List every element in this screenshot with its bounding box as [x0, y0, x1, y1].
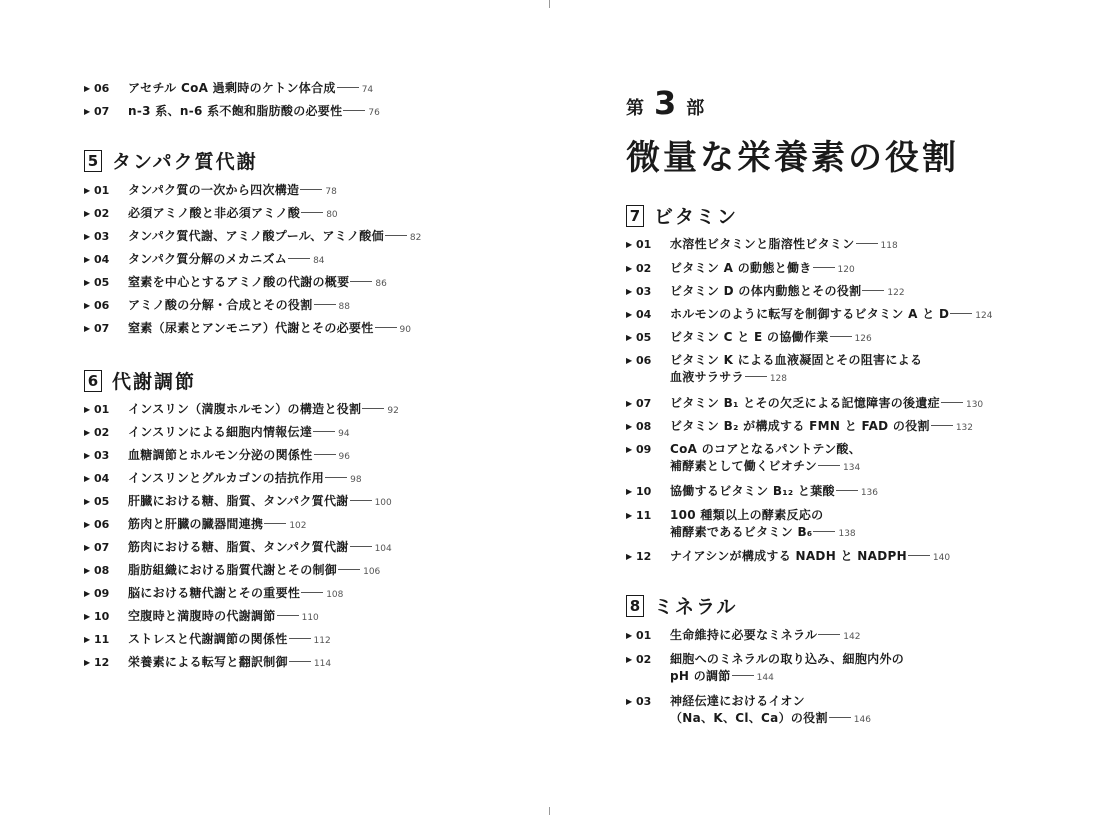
section-heading: [626, 592, 737, 619]
toc-entry[interactable]: ▶ 12 栄養素による転写と翻訳制御 114: [84, 655, 332, 669]
arrow-icon: ▶: [626, 333, 633, 342]
section-title: タンパク質代謝: [112, 151, 258, 173]
section-title: ミネラル: [654, 596, 738, 618]
toc-entry[interactable]: ▶ 02 細胞へのミネラルの取り込み、細胞内外の pH の調節 144: [626, 652, 905, 683]
arrow-icon: ▶: [626, 422, 633, 431]
entry-title: 脳における糖代謝とその重要性: [128, 586, 301, 600]
arrow-icon: ▶: [84, 255, 91, 264]
entry-title: タンパク質代謝、アミノ酸プール、アミノ酸価: [128, 229, 384, 243]
entry-title: インスリンによる細胞内情報伝達: [128, 425, 313, 439]
entry-title-line2: pH の調節: [670, 669, 731, 683]
entry-title-line2: 血液サラサラ: [670, 370, 744, 384]
page-number: 112: [313, 636, 331, 646]
entry-title: CoA のコアとなるパントテン酸、: [670, 442, 862, 456]
arrow-icon: ▶: [626, 399, 633, 408]
entry-title: ビタミン D の体内動態とその役割: [670, 284, 862, 298]
page-number: 94: [338, 429, 350, 439]
page-number: 100: [374, 498, 392, 508]
arrow-icon: ▶: [84, 566, 91, 575]
entry-title: 血糖調節とホルモン分泌の関係性: [128, 448, 313, 462]
entry-title: タンパク質の一次から四次構造: [128, 183, 300, 197]
toc-entry[interactable]: ▶ 03 ビタミン D の体内動態とその役割 122: [626, 284, 905, 298]
toc-entry[interactable]: ▶ 06 ビタミン K による血液凝固とその阻害による 血液サラサラ 128: [626, 353, 923, 384]
toc-entry[interactable]: ▶ 10 空腹時と満腹時の代謝調節 110: [84, 609, 319, 623]
arrow-icon: ▶: [84, 474, 91, 483]
arrow-icon: ▶: [84, 497, 91, 506]
part-number: 3: [654, 84, 677, 122]
arrow-icon: ▶: [626, 697, 633, 706]
entry-title: ビタミン B₂ が構成する FMN と FAD の役割: [670, 419, 930, 433]
arrow-icon: ▶: [84, 451, 91, 460]
page-number: 86: [375, 279, 387, 289]
page-number: 90: [399, 325, 411, 335]
page-number: 142: [843, 632, 861, 642]
arrow-icon: ▶: [84, 635, 91, 644]
toc-entry[interactable]: ▶ 05 窒素を中心とするアミノ酸の代謝の概要 86: [84, 275, 387, 289]
arrow-icon: ▶: [626, 487, 633, 496]
page-number: 104: [374, 544, 392, 554]
page-number: 146: [853, 715, 871, 725]
toc-entry[interactable]: ▶ 07 筋肉における糖、脂質、タンパク質代謝 104: [84, 540, 392, 554]
toc-entry[interactable]: ▶ 02 必須アミノ酸と非必須アミノ酸 80: [84, 206, 338, 220]
page-number: 126: [854, 334, 872, 344]
entry-title: タンパク質分解のメカニズム: [128, 252, 288, 266]
page-number: 114: [313, 659, 332, 669]
toc-entry[interactable]: ▶ 09 脳における糖代謝とその重要性 108: [84, 586, 344, 600]
arrow-icon: ▶: [84, 84, 91, 93]
entry-title: 脂肪組織における脂質代謝とその制御: [128, 563, 338, 577]
section-title: 代謝調節: [112, 371, 197, 393]
toc-entry[interactable]: ▶ 12 ナイアシンが構成する NADH と NADPH 140: [626, 549, 951, 563]
page-number: 138: [838, 529, 856, 539]
entry-title: 必須アミノ酸と非必須アミノ酸: [128, 206, 301, 220]
arrow-icon: ▶: [626, 552, 633, 561]
entry-title: 100 種類以上の酵素反応の: [670, 508, 824, 522]
arrow-icon: ▶: [84, 520, 91, 529]
toc-entry[interactable]: ▶ 06 アミノ酸の分解・合成とその役割 88: [84, 298, 350, 312]
arrow-icon: ▶: [84, 278, 91, 287]
crop-mark: [549, 0, 550, 8]
page-number: 110: [301, 613, 319, 623]
page-number: 144: [756, 673, 774, 683]
entry-title-line2: 補酵素として働くビオチン: [670, 459, 818, 473]
toc-entry[interactable]: ▶ 03 タンパク質代謝、アミノ酸プール、アミノ酸価 82: [84, 229, 422, 243]
entry-title: 窒素を中心とするアミノ酸の代謝の概要: [128, 275, 350, 289]
entry-title: 生命維持に必要なミネラル: [670, 628, 818, 642]
entry-title: ビタミン A の動態と働き: [670, 261, 812, 275]
crop-mark: [549, 807, 550, 815]
entry-title: ストレスと代謝調節の関係性: [128, 632, 288, 646]
page-number: 132: [955, 423, 974, 433]
toc-entry[interactable]: ▶ 11 100 種類以上の酵素反応の 補酵素であるビタミン B₆ 138: [626, 508, 856, 539]
page-number: 102: [289, 521, 307, 531]
entry-title: 窒素（尿素とアンモニア）代謝とその必要性: [128, 321, 374, 335]
toc-entry[interactable]: ▶ 05 肝臓における糖、脂質、タンパク質代謝 100: [84, 494, 392, 508]
page-number: 122: [887, 288, 905, 298]
arrow-icon: ▶: [626, 511, 633, 520]
entry-title: アセチル CoA 過剰時のケトン体合成: [128, 81, 336, 95]
arrow-icon: ▶: [626, 310, 633, 319]
page-number: 106: [363, 567, 381, 577]
arrow-icon: ▶: [626, 655, 633, 664]
arrow-icon: ▶: [84, 405, 91, 414]
part-label: 第 3 部: [626, 84, 705, 122]
section-number: 8: [626, 595, 644, 617]
toc-entry[interactable]: ▶ 09 CoA のコアとなるパントテン酸、 補酵素として働くビオチン 134: [626, 442, 862, 473]
toc-entry[interactable]: ▶ 07 n-3 系、n-6 系不飽和脂肪酸の必要性 76: [84, 104, 380, 118]
page-number: 128: [769, 374, 787, 384]
entry-title: 肝臓における糖、脂質、タンパク質代謝: [128, 494, 349, 508]
page-number: 140: [932, 553, 951, 563]
section-heading: [84, 367, 196, 394]
entry-title: n-3 系、n-6 系不飽和脂肪酸の必要性: [128, 104, 343, 118]
toc-entry[interactable]: ▶ 04 ホルモンのように転写を制御するビタミン A と D 124: [626, 307, 993, 321]
arrow-icon: ▶: [84, 107, 91, 116]
entry-title: 細胞へのミネラルの取り込み、細胞内外の: [670, 652, 905, 666]
entry-title: 水溶性ビタミンと脂溶性ビタミン: [670, 237, 855, 251]
entry-title: 空腹時と満腹時の代謝調節: [128, 609, 276, 623]
toc-entry[interactable]: ▶ 02 インスリンによる細胞内情報伝達 94: [84, 425, 350, 439]
section-heading: [626, 202, 738, 229]
toc-entry[interactable]: ▶ 01 水溶性ビタミンと脂溶性ビタミン 118: [626, 237, 898, 251]
arrow-icon: ▶: [626, 356, 633, 365]
entry-title: アミノ酸の分解・合成とその役割: [128, 298, 313, 312]
arrow-icon: ▶: [84, 232, 91, 241]
section-number: 7: [626, 205, 644, 227]
toc-entry[interactable]: ▶ 08 脂肪組織における脂質代謝とその制御 106: [84, 563, 381, 577]
entry-title: 筋肉における糖、脂質、タンパク質代謝: [128, 540, 349, 554]
page-number: 124: [975, 311, 993, 321]
toc-entry[interactable]: ▶ 02 ビタミン A の動態と働き 120: [626, 261, 855, 275]
page-number: 80: [326, 210, 338, 220]
arrow-icon: ▶: [626, 264, 633, 273]
part-title: 微量な栄養素の役割: [626, 138, 959, 178]
arrow-icon: ▶: [84, 301, 91, 310]
toc-entry[interactable]: ▶ 01 タンパク質の一次から四次構造 78: [84, 183, 337, 197]
entry-title: ナイアシンが構成する NADH と NADPH: [670, 549, 907, 563]
entry-title-line2: （Na、K、Cl、Ca）の役割: [670, 711, 828, 725]
page-number: 84: [313, 256, 325, 266]
arrow-icon: ▶: [84, 612, 91, 621]
page-number: 98: [350, 475, 362, 485]
page-number: 92: [387, 406, 399, 416]
toc-entry[interactable]: ▶ 06 アセチル CoA 過剰時のケトン体合成 74: [84, 81, 374, 95]
page-number: 120: [837, 265, 855, 275]
page-number: 82: [409, 233, 422, 243]
entry-title: インスリンとグルカゴンの拮抗作用: [128, 471, 325, 485]
page-number: 108: [326, 590, 344, 600]
arrow-icon: ▶: [84, 543, 91, 552]
section-title: ビタミン: [654, 206, 739, 228]
toc-entry[interactable]: ▶ 05 ビタミン C と E の協働作業 126: [626, 330, 872, 344]
toc-entry[interactable]: ▶ 06 筋肉と肝臓の臓器間連携 102: [84, 517, 307, 531]
section-heading: [84, 147, 258, 174]
arrow-icon: ▶: [626, 631, 633, 640]
arrow-icon: ▶: [626, 287, 633, 296]
arrow-icon: ▶: [626, 445, 633, 454]
entry-title: 神経伝達におけるイオン: [670, 694, 805, 708]
entry-title-line2: 補酵素であるビタミン B₆: [670, 525, 813, 539]
entry-title: 筋肉と肝臓の臓器間連携: [128, 517, 264, 531]
toc-entry[interactable]: ▶ 10 協働するビタミン B₁₂ と葉酸 136: [626, 484, 879, 498]
page-number: 78: [325, 187, 337, 197]
arrow-icon: ▶: [84, 589, 91, 598]
page-number: 134: [843, 463, 861, 473]
entry-title: インスリン（満腹ホルモン）の構造と役割: [128, 402, 362, 416]
arrow-icon: ▶: [84, 324, 91, 333]
toc-entry[interactable]: ▶ 04 タンパク質分解のメカニズム 84: [84, 252, 325, 266]
toc-entry[interactable]: ▶ 04 インスリンとグルカゴンの拮抗作用 98: [84, 471, 362, 485]
page-number: 88: [338, 302, 350, 312]
section-number: 5: [84, 150, 102, 172]
toc-entry[interactable]: ▶ 08 ビタミン B₂ が構成する FMN と FAD の役割 132: [626, 419, 974, 433]
section-number: 6: [84, 370, 102, 392]
toc-entry[interactable]: ▶ 01 インスリン（満腹ホルモン）の構造と役割 92: [84, 402, 399, 416]
toc-entry[interactable]: ▶ 03 血糖調節とホルモン分泌の関係性 96: [84, 448, 350, 462]
page-number: 96: [338, 452, 350, 462]
arrow-icon: ▶: [626, 240, 633, 249]
page-number: 118: [880, 241, 898, 251]
entry-title: ビタミン B₁ とその欠乏による記憶障害の後遺症: [670, 396, 940, 410]
arrow-icon: ▶: [84, 428, 91, 437]
toc-entry[interactable]: ▶ 03 神経伝達におけるイオン （Na、K、Cl、Ca）の役割 146: [626, 694, 871, 725]
page-number: 76: [368, 108, 380, 118]
page-number: 130: [965, 400, 984, 410]
toc-entry[interactable]: ▶ 07 窒素（尿素とアンモニア）代謝とその必要性 90: [84, 321, 411, 335]
toc-entry[interactable]: ▶ 11 ストレスと代謝調節の関係性 112: [84, 632, 331, 646]
entry-title: ビタミン K による血液凝固とその阻害による: [670, 353, 923, 367]
arrow-icon: ▶: [84, 658, 91, 667]
entry-title: ホルモンのように転写を制御するビタミン A と D: [670, 307, 950, 321]
arrow-icon: ▶: [84, 186, 91, 195]
entry-title: 栄養素による転写と翻訳制御: [128, 655, 288, 669]
page-number: 136: [860, 488, 879, 498]
toc-entry[interactable]: ▶ 01 生命維持に必要なミネラル 142: [626, 628, 861, 642]
entry-title: 協働するビタミン B₁₂ と葉酸: [670, 484, 835, 498]
toc-entry[interactable]: ▶ 07 ビタミン B₁ とその欠乏による記憶障害の後遺症 130: [626, 396, 984, 410]
entry-title: ビタミン C と E の協働作業: [670, 330, 829, 344]
arrow-icon: ▶: [84, 209, 91, 218]
page-number: 74: [361, 85, 374, 95]
